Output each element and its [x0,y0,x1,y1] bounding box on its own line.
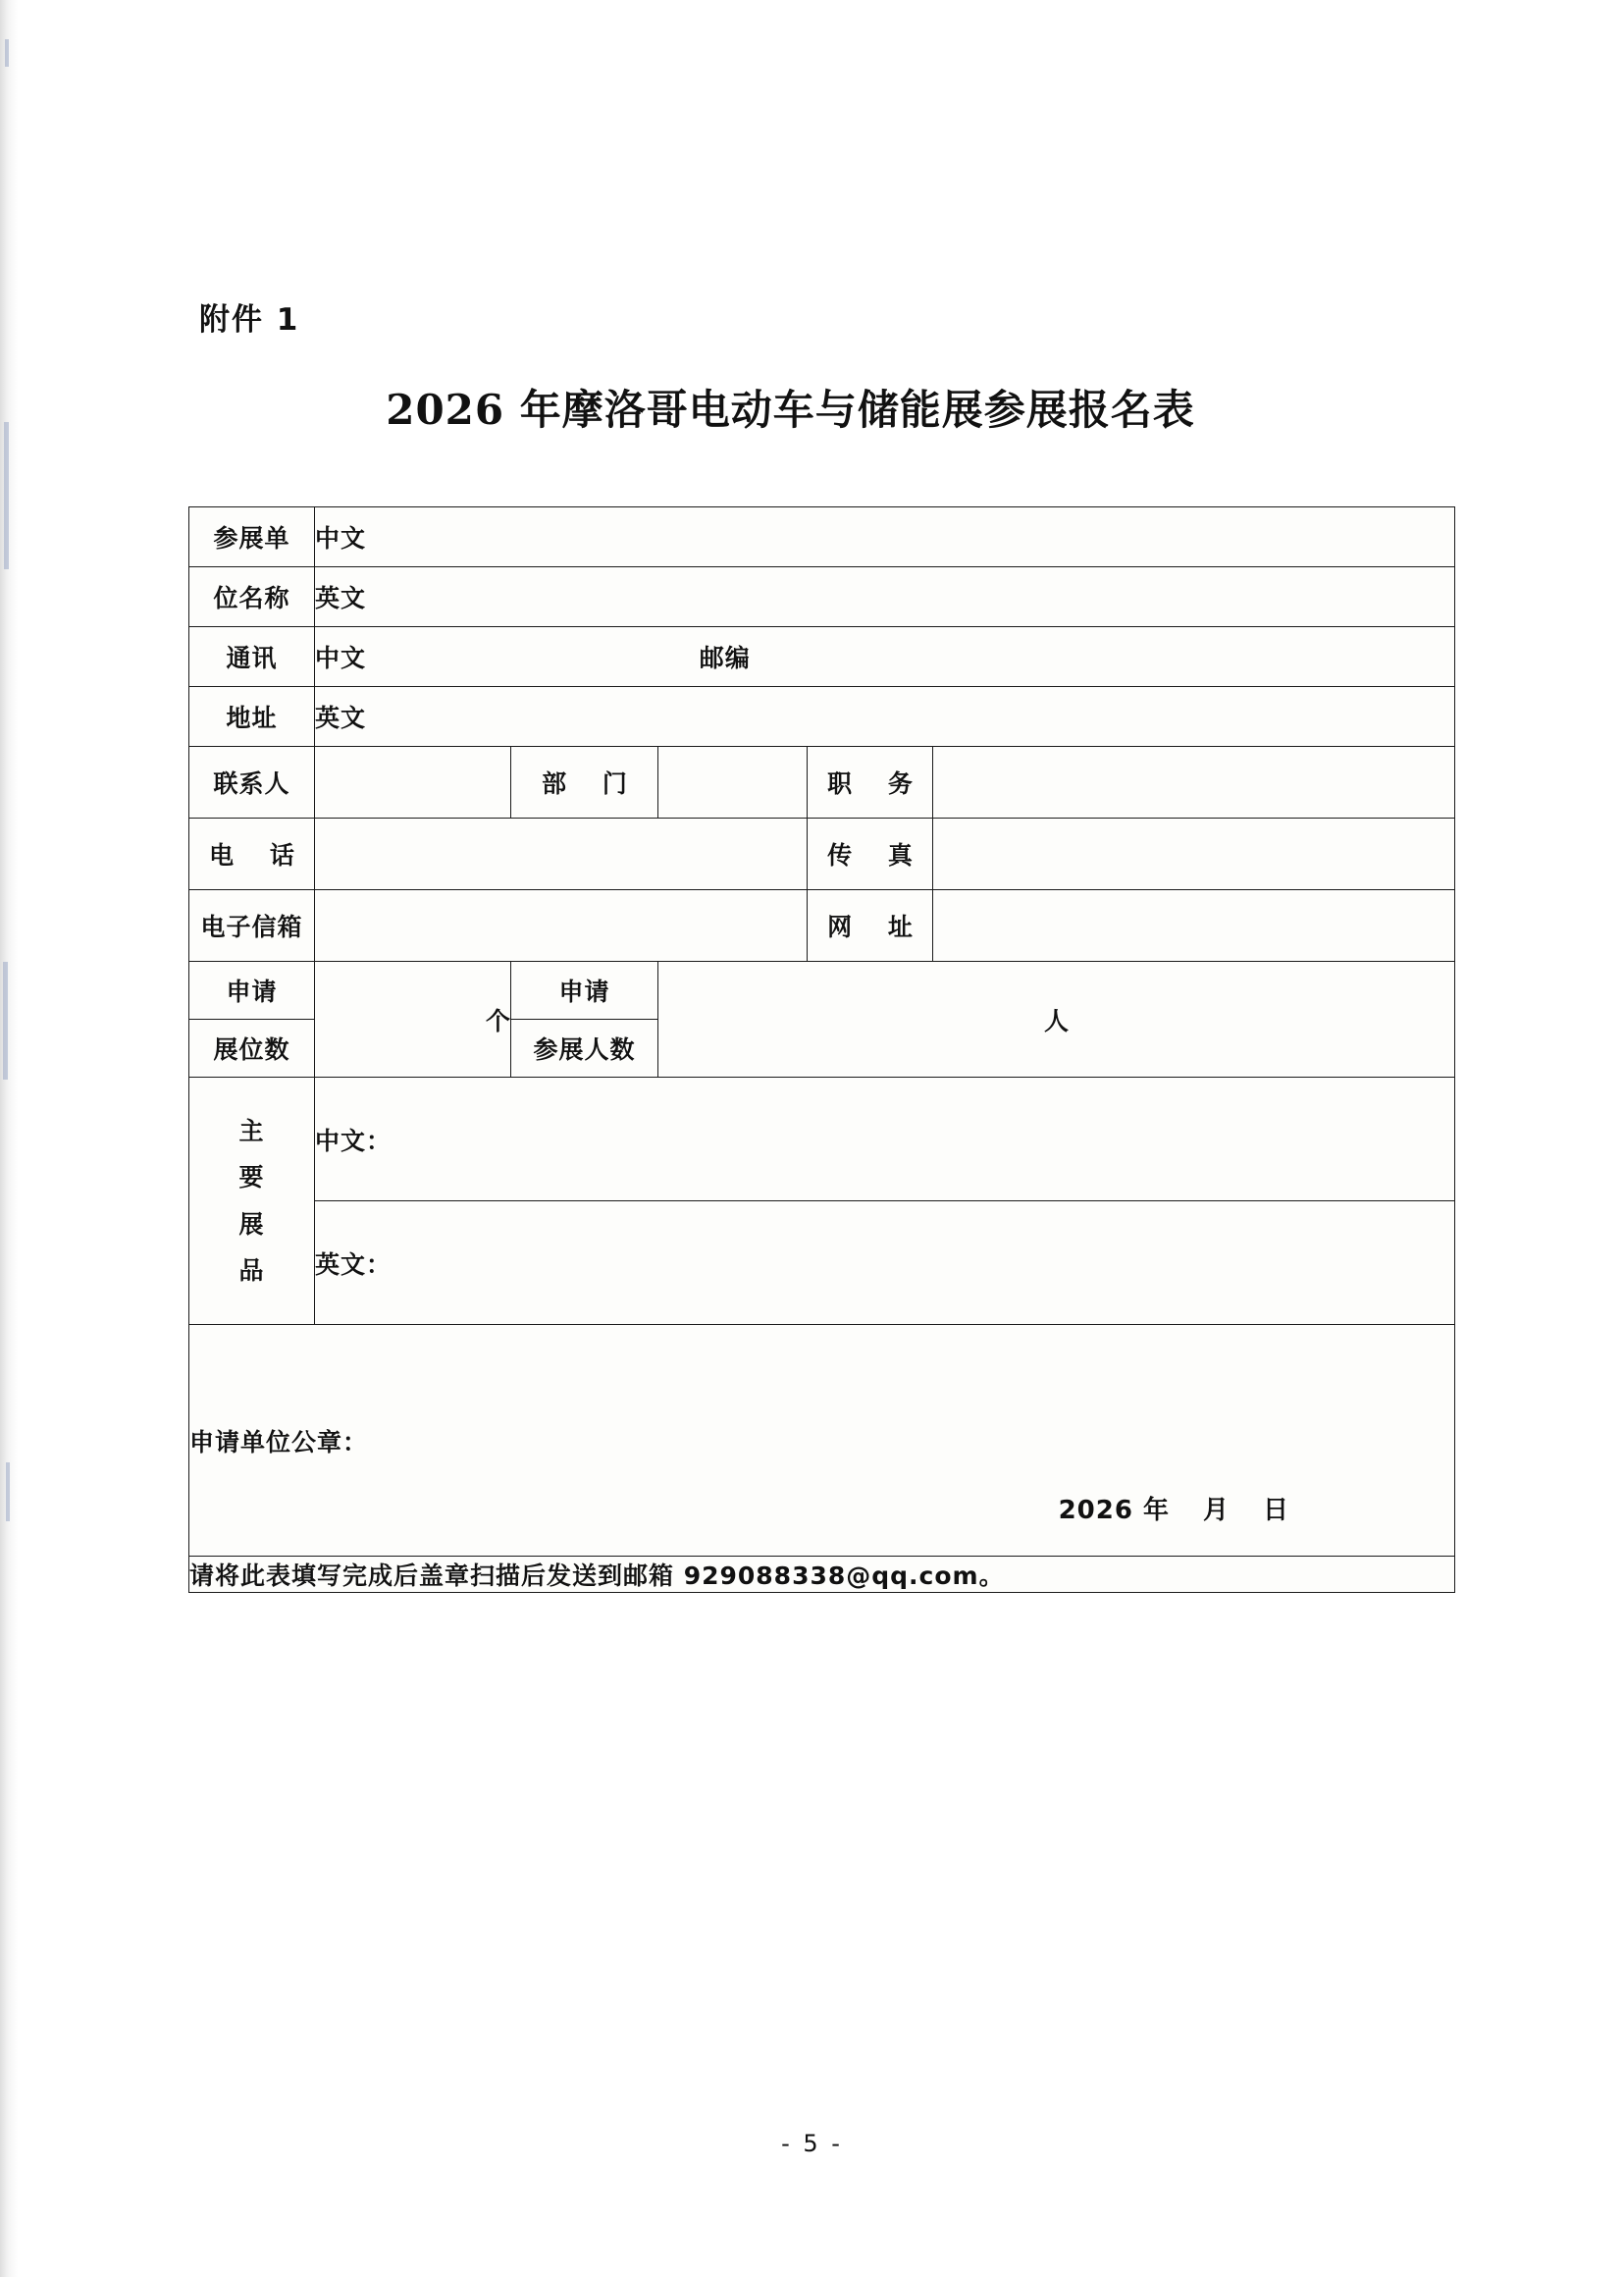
table-row [189,507,1455,567]
main-exhibits-label-char3: 展 [238,1209,265,1239]
position-label: 职 务 [808,747,933,819]
department-field[interactable] [658,747,808,819]
scan-edge-artifact [0,0,18,2277]
email-label: 电子信箱 [189,890,315,962]
address-en-field[interactable] [315,687,1455,747]
website-field[interactable] [933,890,1455,962]
signature-day: 日 [1263,1496,1290,1525]
main-exhibits-cn-label: 中文： [315,1126,393,1155]
registration-form-table [188,506,1455,1593]
company-name-en-field[interactable] [315,567,1455,627]
position-field[interactable] [933,747,1455,819]
participant-count-label-line1: 申请 [511,962,658,1020]
booth-count-label-line2: 展位数 [189,1020,315,1078]
main-exhibits-label-char4: 品 [238,1256,265,1285]
table-row [189,819,1455,890]
address-cn-label: 中文 [315,644,367,672]
table-row [189,962,1455,1020]
booth-count-field[interactable] [315,962,511,1078]
company-name-label-line2: 位名称 [189,567,315,627]
scan-speckle [6,1462,10,1521]
page-title: 2026 年摩洛哥电动车与储能展参展报名表 [386,386,1195,434]
table-row [189,890,1455,962]
contact-person-field[interactable] [315,747,511,819]
participant-count-field[interactable] [658,962,1455,1078]
page-number: - 5 - [781,2130,843,2157]
company-name-en-label: 英文 [315,584,367,612]
official-stamp-label: 申请单位公章： [189,1427,369,1456]
website-label: 网 址 [808,890,933,962]
email-field[interactable] [315,890,808,962]
signature-year: 2026 年 [1058,1496,1171,1525]
table-row [189,747,1455,819]
table-row [189,1078,1455,1201]
table-row [189,567,1455,627]
table-row [189,1325,1455,1557]
attachment-label: 附件 1 [199,302,300,338]
phone-label: 电 话 [189,819,315,890]
company-name-label-line1: 参展单 [189,507,315,567]
fax-label: 传 真 [808,819,933,890]
address-label-line2: 地址 [189,687,315,747]
table-row [189,1201,1455,1325]
signature-date [1059,1490,1289,1526]
main-exhibits-label-char2: 要 [238,1163,265,1191]
department-label: 部 门 [511,747,658,819]
submission-note: 请将此表填写完成后盖章扫描后发送到邮箱 929088338@qq.com。 [189,1557,1455,1593]
scan-speckle [4,422,9,569]
participant-count-unit: 人 [1044,1006,1070,1035]
official-stamp-area[interactable] [189,1325,1455,1557]
table-row [189,687,1455,747]
fax-field[interactable] [933,819,1455,890]
phone-field[interactable] [315,819,808,890]
main-exhibits-en-label: 英文： [315,1249,393,1279]
booth-count-label-line1: 申请 [189,962,315,1020]
main-exhibits-en-field[interactable] [315,1201,1455,1325]
address-cn-field[interactable] [315,627,1455,687]
signature-month: 月 [1203,1496,1231,1525]
main-exhibits-label-char1: 主 [238,1116,265,1145]
table-row [189,1557,1455,1593]
main-exhibits-label [189,1078,315,1325]
company-name-cn-label: 中文 [315,524,367,553]
table-row [189,627,1455,687]
participant-count-label-line2: 参展人数 [511,1020,658,1078]
scan-speckle [3,962,8,1080]
main-exhibits-cn-field[interactable] [315,1078,1455,1201]
scan-speckle [5,39,9,67]
zip-code-label: 邮编 [699,644,751,672]
contact-person-label: 联系人 [189,747,315,819]
address-en-label: 英文 [315,704,367,732]
address-label-line1: 通讯 [189,627,315,687]
booth-count-unit: 个 [485,1006,510,1035]
company-name-cn-field[interactable] [315,507,1455,567]
